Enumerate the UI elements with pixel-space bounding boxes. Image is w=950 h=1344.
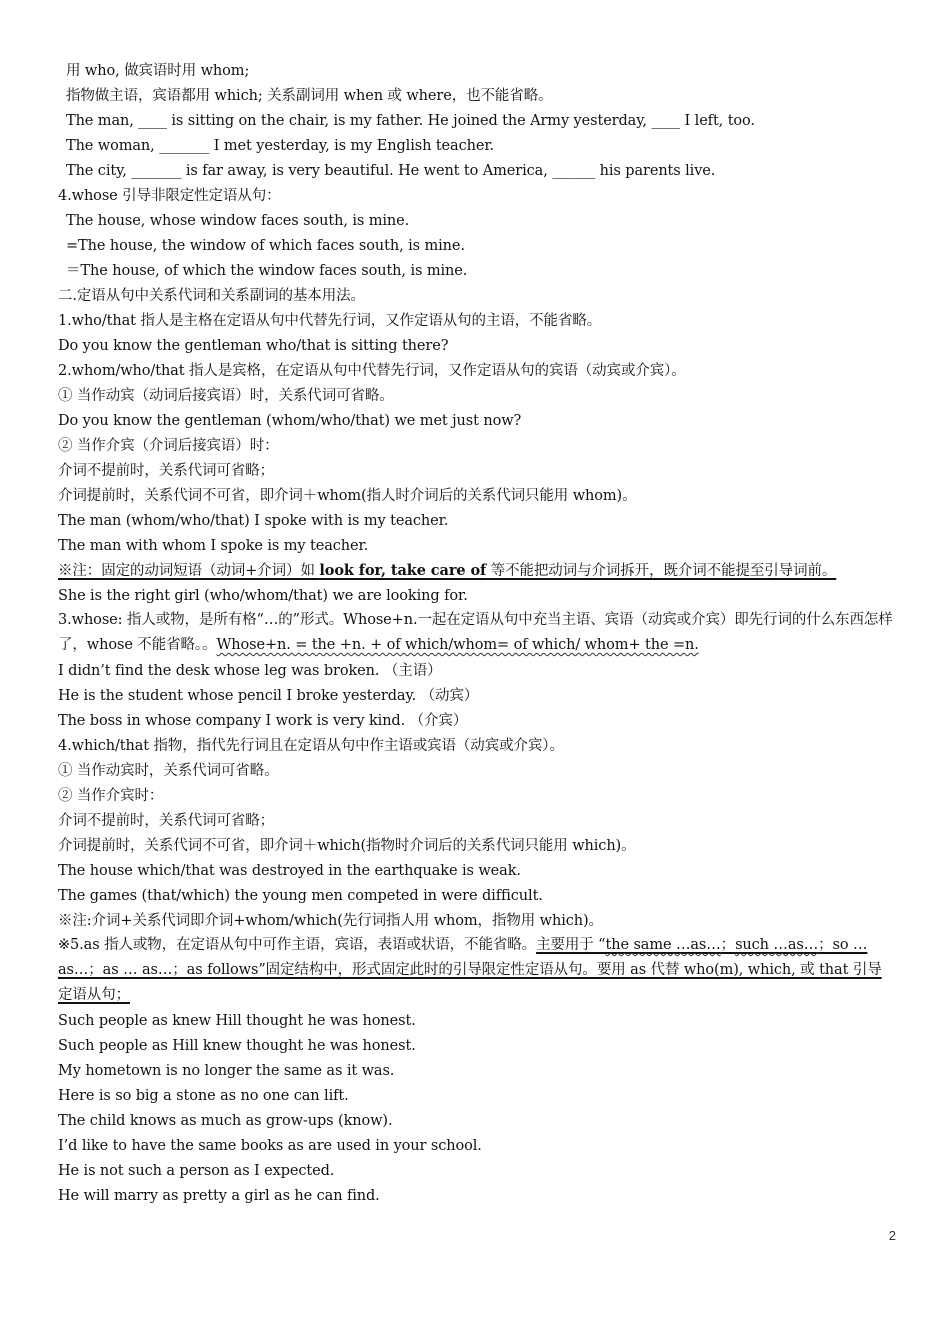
note-bold-phrases: look for, take care of bbox=[319, 562, 487, 579]
rule-line: ① 当作动宾（动词后接宾语）时，关系代词可省略。 bbox=[58, 388, 394, 404]
text-line: The man, ____ is sitting on the chair, is my father. He joined the Army yesterday, ____ I left, too. bbox=[66, 113, 755, 129]
example-sentence: The games (that/which) the young men competed in were difficult. bbox=[58, 888, 543, 904]
example-sentence: Such people as Hill knew thought he was honest. bbox=[58, 1038, 416, 1054]
rule-line: ② 当作介宾（介词后接宾语）时： bbox=[58, 438, 279, 454]
example-sentence: =The house, the window of which faces south, is mine. bbox=[66, 238, 465, 254]
example-sentence: Here is so big a stone as no one can lift. bbox=[58, 1088, 349, 1104]
example-sentence: The man (whom/who/that) I spoke with is my teacher. bbox=[58, 513, 449, 529]
as-paragraph bbox=[58, 933, 894, 1008]
example-sentence: Do you know the gentleman (whom/who/that) we met just now? bbox=[58, 413, 522, 429]
text-line: The woman, _______ I met yesterday, is my English teacher. bbox=[66, 138, 495, 154]
as-structures: 主要用于 “the same …as…；such …as…；so …as…；as … as…；as follows”固定结构中，形式固定此时的引导限定性定语从句。要用 as 代替 who(m), which, 或 that 引导定语从句； bbox=[58, 937, 882, 1003]
as-text: ※5.as 指人或物，在定语从句中可作主语，宾语，表语或状语，不能省略。 bbox=[58, 937, 537, 953]
section-heading: 4.whose 引导非限定性定语从句： bbox=[58, 188, 281, 204]
rule-line: ② 当作介宾时： bbox=[58, 788, 164, 804]
section-heading: 二.定语从句中关系代词和关系副词的基本用法。 bbox=[58, 288, 365, 304]
example-sentence: Do you know the gentleman who/that is sitting there? bbox=[58, 338, 449, 354]
rule-line: ① 当作动宾时，关系代词可省略。 bbox=[58, 763, 279, 779]
rule-line: 1.who/that 指人是主格在定语从句中代替先行词，又作定语从句的主语，不能省略。 bbox=[58, 313, 602, 329]
example-sentence: ＝The house, of which the window faces south, is mine. bbox=[66, 263, 468, 279]
example-sentence: He is the student whose pencil I broke yesterday. （动宾） bbox=[58, 688, 479, 704]
rule-line: 介词提前时，关系代词不可省，即介词＋whom(指人时介词后的关系代词只能用 whom)。 bbox=[58, 488, 637, 504]
text-line: The city, _______ is far away, is very beautiful. He went to America, ______ his parents live. bbox=[66, 163, 716, 179]
rule-line: 介词不提前时，关系代词可省略； bbox=[58, 813, 274, 829]
rule-line: 介词提前时，关系代词不可省，即介词＋which(指物时介词后的关系代词只能用 which)。 bbox=[58, 838, 636, 854]
example-sentence: The man with whom I spoke is my teacher. bbox=[58, 538, 369, 554]
text-line: 用 who, 做宾语时用 whom; bbox=[66, 63, 250, 79]
note-text: 等不能把动词与介词拆开，既介词不能提至引导词前。 bbox=[486, 563, 837, 579]
example-sentence: He is not such a person as I expected. bbox=[58, 1163, 335, 1179]
note-text: ※注：固定的动词短语（动词+介词）如 bbox=[58, 563, 320, 579]
example-sentence: Such people as knew Hill thought he was honest. bbox=[58, 1013, 416, 1029]
note-line: ※注:介词+关系代词即介词+whom/which(先行词指人用 whom，指物用 which)。 bbox=[58, 913, 603, 929]
example-sentence: The house, whose window faces south, is mine. bbox=[66, 213, 410, 229]
example-sentence: He will marry as pretty a girl as he can find. bbox=[58, 1188, 380, 1204]
rule-line: 2.whom/who/that 指人是宾格，在定语从句中代替先行词，又作定语从句的宾语（动宾或介宾）。 bbox=[58, 363, 686, 379]
whose-text: 3.whose: 指人或物，是所有格“…的”形式。Whose+n.一起在定语从句中充当主语、宾语（动宾或介宾）即先行词的什么东西怎样了，whose 不能省略。。 bbox=[58, 612, 893, 653]
whose-formula: Whose+n. = the +n. + of which/whom= of which/ whom+ the =n. bbox=[216, 637, 699, 653]
example-sentence: The boss in whose company I work is very kind. （介宾） bbox=[58, 713, 468, 729]
example-sentence: The house which/that was destroyed in the earthquake is weak. bbox=[58, 863, 521, 879]
whose-paragraph bbox=[58, 608, 894, 658]
example-sentence: The child knows as much as grow-ups (know). bbox=[58, 1113, 393, 1129]
example-sentence: I didn’t find the desk whose leg was broken. （主语） bbox=[58, 663, 442, 679]
page-number: 2 bbox=[888, 1228, 896, 1243]
text-line: 指物做主语，宾语都用 which; 关系副词用 when 或 where，也不能省略。 bbox=[66, 88, 553, 104]
note-phrasal-verbs bbox=[58, 561, 894, 581]
example-sentence: My hometown is no longer the same as it was. bbox=[58, 1063, 395, 1079]
example-sentence: I’d like to have the same books as are used in your school. bbox=[58, 1138, 482, 1154]
example-sentence: She is the right girl (who/whom/that) we are looking for. bbox=[58, 588, 468, 604]
rule-line: 4.which/that 指物，指代先行词且在定语从句中作主语或宾语（动宾或介宾）。 bbox=[58, 738, 564, 754]
rule-line: 介词不提前时，关系代词可省略； bbox=[58, 463, 274, 479]
